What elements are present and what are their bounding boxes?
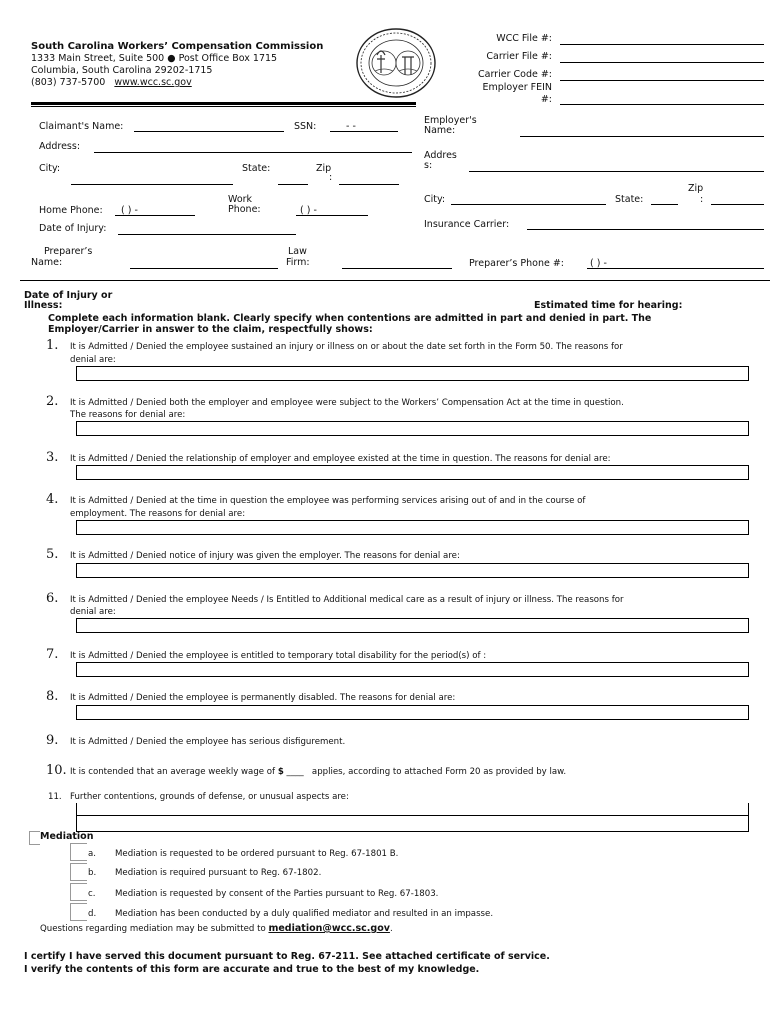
carrier-code-field[interactable] xyxy=(560,80,764,81)
dollar-sign: $ xyxy=(277,767,284,777)
item-number: 2. xyxy=(46,394,59,409)
ssn-mask: - - xyxy=(346,121,356,132)
employer-city-label: City: xyxy=(424,194,446,205)
mediation-checkbox[interactable] xyxy=(29,831,40,845)
address-line-1 xyxy=(31,53,277,64)
header-rule xyxy=(31,102,416,105)
employer-zip-label-1: Zip xyxy=(688,183,704,194)
preparer-name-field[interactable] xyxy=(130,268,278,269)
item-text: It is Admitted / Denied the relationship of employer and employee existed at the time in question. The reasons for denial are: xyxy=(70,454,611,464)
claimant-zip-label-1: Zip xyxy=(316,163,332,174)
claimant-name-field[interactable] xyxy=(134,131,284,132)
item-5-reason-field[interactable] xyxy=(76,563,749,578)
mediation-option-c-checkbox[interactable] xyxy=(70,883,87,901)
home-phone-mask: ( ) - xyxy=(121,205,138,216)
wage-blank-field[interactable]: ____ xyxy=(286,767,304,777)
employer-city-field[interactable] xyxy=(451,204,606,205)
item-text: It is Admitted / Denied at the time in question the employee was performing services arising out of and in the course of xyxy=(70,496,586,506)
mediation-option-letter: c. xyxy=(88,889,96,899)
item-text xyxy=(70,767,566,777)
website-link[interactable]: www.wcc.sc.gov xyxy=(114,77,192,88)
preparer-phone-field[interactable] xyxy=(587,268,764,269)
item-text: It is Admitted / Denied the employee sustained an injury or illness on or about the date set forth in the Form 50. The reasons for xyxy=(70,342,623,352)
section-rule xyxy=(20,280,770,281)
street-address: 1333 Main Street, Suite 500 xyxy=(31,53,165,64)
state-seal-icon xyxy=(355,27,437,99)
po-box: Post Office Box 1715 xyxy=(178,53,278,64)
item-text-2: employment. The reasons for denial are: xyxy=(70,509,246,519)
carrier-code-label: Carrier Code #: xyxy=(477,69,552,80)
carrier-file-label: Carrier File #: xyxy=(486,51,552,62)
employer-address-label-2: s: xyxy=(424,160,433,171)
item-8-reason-field[interactable] xyxy=(76,705,749,720)
claimant-address-field[interactable] xyxy=(94,152,412,153)
item-number: 4. xyxy=(46,492,59,507)
employer-fein-label-2: #: xyxy=(540,94,552,105)
employer-zip-field[interactable] xyxy=(711,204,764,205)
work-phone-label-1: Work xyxy=(228,194,253,205)
item-text: It is Admitted / Denied the employee Needs / Is Entitled to Additional medical care as a result of injury or illness. The reasons for xyxy=(70,595,624,605)
wage-text-b: applies, according to attached Form 20 as provided by law. xyxy=(311,767,567,777)
doi-field[interactable] xyxy=(118,234,296,235)
claimant-state-label: State: xyxy=(242,163,271,174)
mediation-option-letter: d. xyxy=(88,909,97,919)
item-text-2: The reasons for denial are: xyxy=(70,410,186,420)
claimant-zip-label-2: : xyxy=(329,172,333,183)
item-11-divider xyxy=(76,815,749,816)
est-time-label: Estimated time for hearing: xyxy=(534,300,683,311)
certify-line: I certify I have served this document pursuant to Reg. 67-211. See attached certificate of service. xyxy=(24,951,550,962)
mediation-option-text: Mediation has been conducted by a duly qualified mediator and resulted in an impasse. xyxy=(115,909,494,919)
preparer-phone-label: Preparer’s Phone #: xyxy=(469,258,564,269)
item-3-reason-field[interactable] xyxy=(76,465,749,480)
mediation-option-a-checkbox[interactable] xyxy=(70,843,87,861)
employer-name-label-2: Name: xyxy=(424,125,456,136)
org-name: South Carolina Workers’ Compensation Commission xyxy=(31,41,324,52)
wcc-file-label: WCC File #: xyxy=(496,33,552,44)
mediation-option-text: Mediation is required pursuant to Reg. 67-1802. xyxy=(115,868,322,878)
item-number: 7. xyxy=(46,647,59,662)
employer-address-field[interactable] xyxy=(469,171,764,172)
item-text: It is Admitted / Denied notice of injury was given the employer. The reasons for denial are: xyxy=(70,551,460,561)
insurance-carrier-label: Insurance Carrier: xyxy=(424,219,510,230)
work-phone-mask: ( ) - xyxy=(300,205,317,216)
item-text: Further contentions, grounds of defense, or unusual aspects are: xyxy=(70,792,349,802)
item-number: 6. xyxy=(46,591,59,606)
mediation-option-letter: a. xyxy=(88,849,96,859)
period: . xyxy=(389,924,393,934)
mediation-email-link[interactable]: mediation@wcc.sc.gov xyxy=(268,923,390,934)
law-firm-label-1: Law xyxy=(288,246,307,257)
mediation-option-text: Mediation is requested by consent of the Parties pursuant to Reg. 67-1803. xyxy=(115,889,439,899)
ssn-label: SSN: xyxy=(294,121,317,132)
employer-name-label-1: Employer's xyxy=(424,115,477,126)
item-text-2: denial are: xyxy=(70,607,116,617)
instructions-line-2: Employer/Carrier in answer to the claim, respectfully shows: xyxy=(48,324,373,335)
mediation-title: Mediation xyxy=(40,831,94,842)
work-phone-label-2: Phone: xyxy=(228,204,261,215)
doi-label: Date of Injury: xyxy=(39,223,107,234)
mediation-option-letter: b. xyxy=(88,868,97,878)
item-6-reason-field[interactable] xyxy=(76,618,749,633)
item-number: 10. xyxy=(46,763,67,778)
item-number: 5. xyxy=(46,547,59,562)
wcc-file-field[interactable] xyxy=(560,44,764,45)
claimant-name-label: Claimant's Name: xyxy=(39,121,124,132)
mediation-option-b-checkbox[interactable] xyxy=(70,863,87,881)
item-text-2: denial are: xyxy=(70,355,116,365)
preparer-name-label-1: Preparer’s xyxy=(44,246,93,257)
header-rule-thin xyxy=(31,106,416,107)
mediation-questions xyxy=(40,924,393,934)
item-2-reason-field[interactable] xyxy=(76,421,749,436)
item-text: It is Admitted / Denied the employee is permanently disabled. The reasons for denial are: xyxy=(70,693,456,703)
home-phone-label: Home Phone: xyxy=(39,205,103,216)
item-4-reason-field[interactable] xyxy=(76,520,749,535)
commission-phone: (803) 737-5700 xyxy=(31,77,106,88)
preparer-name-label-2: Name: xyxy=(31,257,63,268)
law-firm-label-2: Firm: xyxy=(286,257,310,268)
bullet-icon: ● xyxy=(167,53,176,64)
doi-illness-label-1: Date of Injury or xyxy=(24,290,113,301)
item-number: 9. xyxy=(46,733,59,748)
mediation-option-text: Mediation is requested to be ordered pursuant to Reg. 67-1801 B. xyxy=(115,849,399,859)
carrier-file-field[interactable] xyxy=(560,62,764,63)
item-1-reason-field[interactable] xyxy=(76,366,749,381)
law-firm-field[interactable] xyxy=(342,268,452,269)
employer-fein-field[interactable] xyxy=(560,104,764,105)
employer-state-label: State: xyxy=(615,194,644,205)
phone-web-line xyxy=(31,77,192,88)
item-number: 3. xyxy=(46,450,59,465)
insurance-carrier-field[interactable] xyxy=(527,229,764,230)
verify-line: I verify the contents of this form are accurate and true to the best of my knowledge. xyxy=(24,964,480,975)
item-text: It is Admitted / Denied both the employer and employee were subject to the Workers’ Compensation Act at the time in question. xyxy=(70,398,624,408)
claimant-city-field[interactable] xyxy=(71,184,233,185)
item-text: It is Admitted / Denied the employee has serious disfigurement. xyxy=(70,737,346,747)
preparer-phone-mask: ( ) - xyxy=(590,258,607,269)
item-text: It is Admitted / Denied the employee is entitled to temporary total disability for the period(s) of : xyxy=(70,651,487,661)
instructions-line-1: Complete each information blank. Clearly specify when contentions are admitted in part and denied in part. The xyxy=(48,313,652,324)
address-line-2: Columbia, South Carolina 29202-1715 xyxy=(31,65,213,76)
employer-fein-label-1: Employer FEIN xyxy=(482,82,552,93)
item-11-contentions-field[interactable] xyxy=(76,803,749,832)
item-7-period-field[interactable] xyxy=(76,662,749,677)
doi-illness-label-2: Illness: xyxy=(24,300,63,311)
claimant-zip-field[interactable] xyxy=(339,184,399,185)
mediation-questions-text: Questions regarding mediation may be submitted to xyxy=(40,924,266,934)
employer-state-field[interactable] xyxy=(651,204,678,205)
claimant-state-field[interactable] xyxy=(278,184,308,185)
employer-name-field[interactable] xyxy=(520,136,764,137)
item-number: 8. xyxy=(46,689,59,704)
ssn-field[interactable] xyxy=(330,131,398,132)
claimant-city-label: City: xyxy=(39,163,61,174)
item-number: 11. xyxy=(48,792,62,802)
claimant-address-label: Address: xyxy=(39,141,81,152)
mediation-option-d-checkbox[interactable] xyxy=(70,903,87,921)
wage-text-a: It is contended that an average weekly wage of xyxy=(70,767,276,777)
employer-address-label-1: Addres xyxy=(424,150,457,161)
item-number: 1. xyxy=(46,338,59,353)
employer-zip-label-2: : xyxy=(700,194,704,205)
